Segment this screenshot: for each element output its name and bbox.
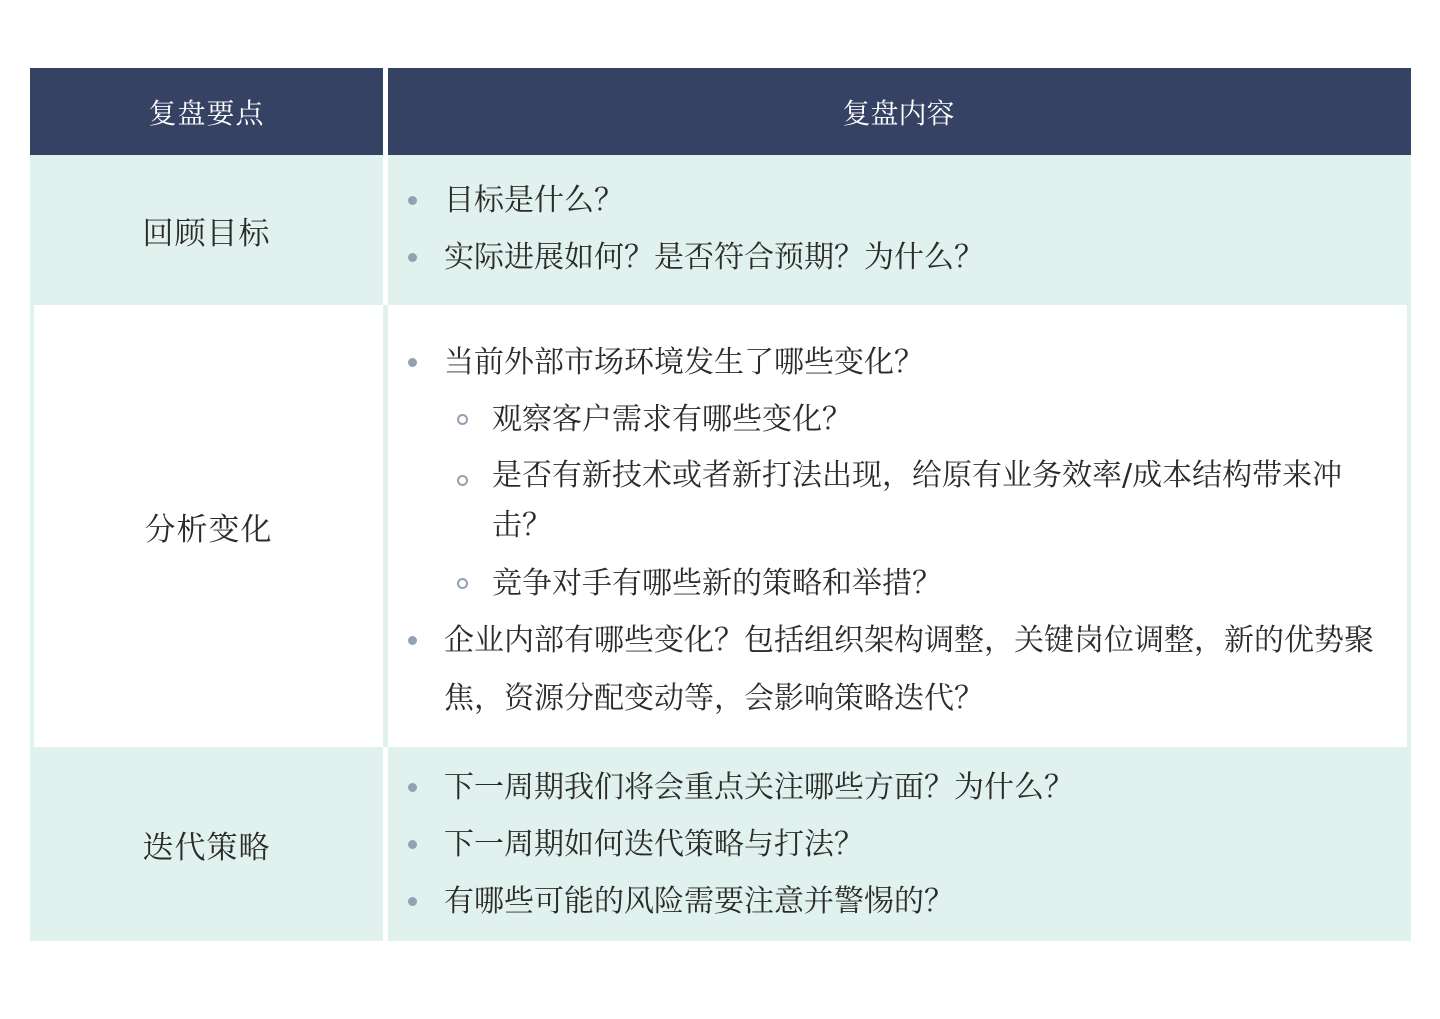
row-label: 迭代策略 (142, 829, 271, 866)
bullet-list (408, 334, 1381, 728)
list-item: 实际进展如何？是否符合预期？为什么？ (408, 229, 984, 286)
row-label: 分析变化 (34, 305, 383, 747)
list-item: 当前外部市场环境发生了哪些变化？ (408, 334, 1381, 391)
bullet-list (408, 759, 1074, 930)
sub-list-item: 竞争对手有哪些新的策略和举措？ (408, 555, 1381, 612)
review-table (30, 68, 1411, 941)
list-item: 下一周期如何迭代策略与打法？ (408, 816, 1074, 873)
list-item: 企业内部有哪些变化？包括组织架构调整，关键岗位调整，新的优势聚焦，资源分配变动等，会影响策略迭代？ (408, 612, 1381, 728)
table-row (30, 305, 1411, 747)
row-content (388, 155, 1411, 305)
row-label: 回顾目标 (142, 215, 271, 252)
row-content (388, 305, 1407, 747)
sub-list-item: 观察客户需求有哪些变化？ (408, 391, 1381, 448)
list-item: 目标是什么？ (408, 172, 984, 229)
header-review-point: 复盘要点 (148, 96, 265, 130)
sub-list-item: 是否有新技术或者新打法出现，给原有业务效率/成本结构带来冲击？ (408, 448, 1381, 555)
table-header-row (30, 68, 1411, 155)
list-item: 下一周期我们将会重点关注哪些方面？为什么？ (408, 759, 1074, 816)
header-review-content: 复盘内容 (842, 96, 955, 130)
bullet-list (408, 172, 984, 286)
table-row (30, 155, 1411, 305)
list-item: 有哪些可能的风险需要注意并警惕的？ (408, 873, 1074, 930)
row-content (388, 747, 1411, 941)
table-row (30, 747, 1411, 941)
